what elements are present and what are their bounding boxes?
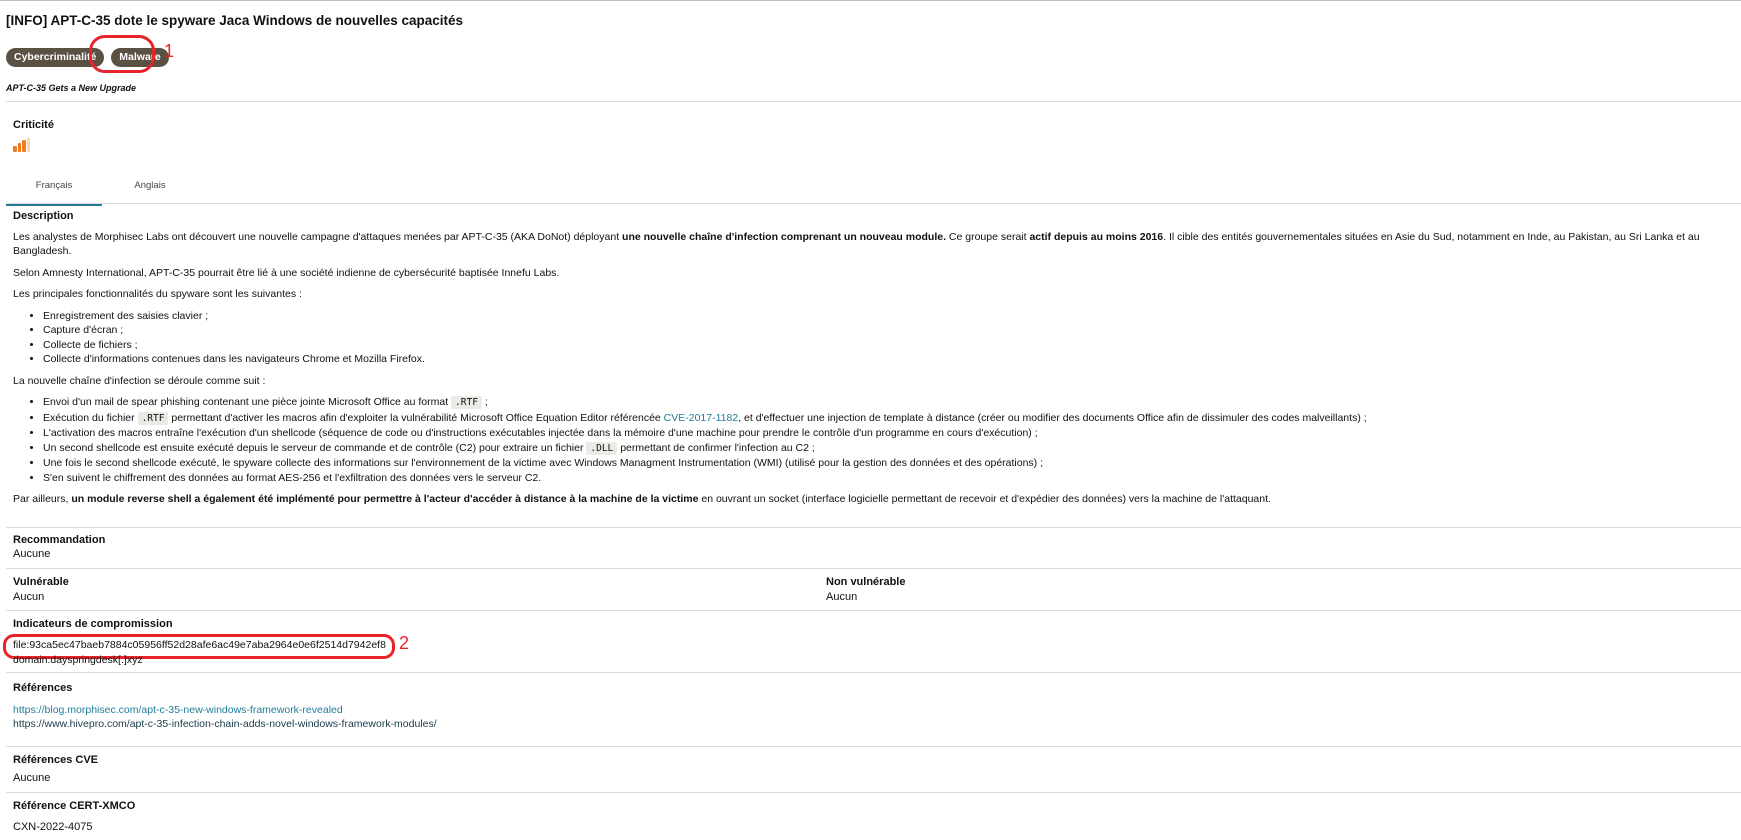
- recommendation-value: Aucune: [13, 548, 51, 560]
- list-item: • Une fois le second shellcode exécuté, le spyware collecte des informations sur l'environnement de la victime avec Windows Managment Instrumentation (WMI) (utilisé pour la gestion des données et des opérations) ;: [43, 456, 1738, 471]
- reference-link-hivepro[interactable]: https://www.hivepro.com/apt-c-35-infection-chain-adds-novel-windows-framework-modules/: [13, 718, 437, 730]
- signal-bars-icon: [13, 138, 30, 152]
- inline-code: .RTF: [138, 412, 169, 425]
- annotation-number-2: 2: [399, 633, 410, 653]
- language-tabs: [6, 171, 198, 206]
- list-item: • L'activation des macros entraîne l'exécution d'un shellcode (séquence de code ou d'instructions exécutables injectée dans la mémoire d'une machine pour prendre le contrôle d'un programme en cours d'exécution) ;: [43, 426, 1738, 441]
- annotation-oval-1: [89, 35, 155, 73]
- criticity-label: Criticité: [13, 119, 54, 131]
- page-title: [INFO] APT-C-35 dote le spyware Jaca Windows de nouvelles capacités: [6, 13, 464, 28]
- divider: [6, 746, 1741, 747]
- list-item: • Capture d'écran ;: [43, 323, 1738, 338]
- list-item: • Un second shellcode est ensuite exécuté depuis le serveur de commande et de contrôle (C2) pour extraire un fichier .DLL permettant de confirmer l'infection au C2 ;: [43, 441, 1738, 457]
- tag-cybercriminalite[interactable]: Cybercriminalité: [6, 48, 104, 67]
- description-paragraph: Les principales fonctionnalités du spyware sont les suivantes :: [13, 288, 302, 300]
- non-vulnerable-value: Aucun: [826, 591, 858, 603]
- references-label: Références: [13, 682, 73, 694]
- recommendation-label: Recommandation: [13, 534, 106, 546]
- inline-code: .RTF: [451, 396, 482, 409]
- cve-link[interactable]: CVE-2017-1182: [663, 411, 739, 424]
- inline-code: .DLL: [586, 442, 617, 455]
- tab-francais[interactable]: Français: [6, 171, 102, 206]
- divider: [6, 527, 1741, 528]
- non-vulnerable-label: Non vulnérable: [826, 576, 906, 588]
- tab-anglais[interactable]: Anglais: [134, 180, 166, 191]
- infection-chain-list: [13, 395, 1738, 485]
- cve-references-value: Aucune: [13, 772, 51, 784]
- vulnerable-label: Vulnérable: [13, 576, 69, 588]
- description-paragraph: Les analystes de Morphisec Labs ont découvert une nouvelle campagne d'attaques menées par APT-C-35 (AKA DoNot) déployant une nouvelle chaîne d'infection comprenant un nouveau module. Ce groupe serait actif depuis au moins 2016. Il cible des entités gouvernementales situées en Asie du Sud, notamment en Inde, au Pakistan, au Sri Lanka et au Bangladesh.: [13, 230, 1700, 257]
- annotation-number-1: 1: [164, 41, 175, 61]
- article-subtitle: APT-C-35 Gets a New Upgrade: [6, 83, 137, 93]
- description-section: [13, 209, 1738, 514]
- ioc-file-hash: file:93ca5ec47baeb7884c05956ff52d28afe6ac49e7aba2964e0e6f2514d7942ef8: [13, 639, 386, 651]
- vulnerable-value: Aucun: [13, 591, 45, 603]
- divider: [6, 792, 1741, 793]
- divider: [6, 568, 1741, 569]
- divider: [6, 101, 1741, 102]
- list-item: • Envoi d'un mail de spear phishing contenant une pièce jointe Microsoft Office au format .RTF ;: [43, 395, 1738, 411]
- description-paragraph: Par ailleurs, un module reverse shell a également été implémenté pour permettre à l'acteur d'accéder à distance à la machine de la victime en ouvrant un socket (interface logicielle permettant de recevoir et d'expédier des données) vers la machine de l'attaquant.: [13, 493, 1271, 505]
- divider: [6, 610, 1741, 611]
- tag-malware[interactable]: Malware: [111, 48, 168, 67]
- ioc-domain: domain:dayspringdesk[.]xyz: [13, 654, 143, 666]
- list-item: • Exécution du fichier .RTF permettant d'activer les macros afin d'exploiter la vulnérabilité Microsoft Office Equation Editor référencée CVE-2017-1182, et d'effectuer une injection de template à distance (créer ou modifier des documents Office afin de dissimuler des codes malveillants) ;: [43, 411, 1738, 427]
- list-item: • S'en suivent le chiffrement des données au format AES-256 et l'exfiltration des données vers le serveur C2.: [43, 471, 1738, 486]
- reference-link-morphisec[interactable]: https://blog.morphisec.com/apt-c-35-new-windows-framework-revealed: [13, 704, 343, 716]
- tabs-divider: [6, 203, 1741, 204]
- description-heading: Description: [13, 210, 74, 222]
- cert-reference-label: Référence CERT-XMCO: [13, 800, 136, 812]
- description-paragraph: Selon Amnesty International, APT-C-35 pourrait être lié à une société indienne de cybersécurité baptisée Innefu Labs.: [13, 266, 560, 279]
- list-item: • Enregistrement des saisies clavier ;: [43, 309, 1738, 324]
- ioc-label: Indicateurs de compromission: [13, 618, 173, 630]
- description-paragraph: La nouvelle chaîne d'infection se déroule comme suit :: [13, 374, 266, 387]
- divider: [6, 672, 1741, 673]
- cert-reference-value: CXN-2022-4075: [13, 821, 93, 833]
- list-item: • Collecte d'informations contenues dans les navigateurs Chrome et Mozilla Firefox.: [43, 352, 1738, 367]
- cve-references-label: Références CVE: [13, 754, 98, 766]
- list-item: • Collecte de fichiers ;: [43, 338, 1738, 353]
- feature-list: [13, 309, 1738, 367]
